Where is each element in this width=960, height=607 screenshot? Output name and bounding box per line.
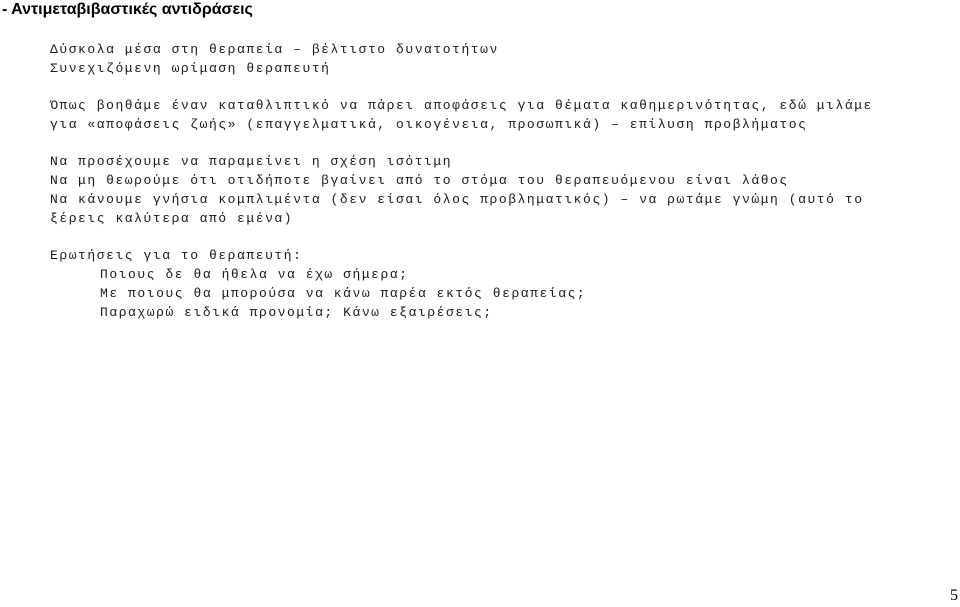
text-line: Να προσέχουμε να παραμείνει η σχέση ισότιμη — [50, 154, 453, 169]
text-line: ξέρεις καλύτερα από εμένα) — [50, 211, 294, 226]
questions-title: Ερωτήσεις για το θεραπευτή: — [50, 248, 303, 263]
text-line: Όπως βοηθάμε έναν καταθλιπτικό να πάρει αποφάσεις για θέματα καθημερινότητας, εδώ μιλάμε — [50, 98, 873, 113]
question-item: Παραχωρώ ειδικά προνομία; Κάνω εξαιρέσεις; — [100, 305, 493, 320]
paragraph-gap — [50, 78, 873, 96]
text-line: Να μη θεωρούμε ότι οτιδήποτε βγαίνει από το στόμα του θεραπευόμενου είναι λάθος — [50, 173, 789, 188]
text-line: Συνεχιζόμενη ωρίμαση θεραπευτή — [50, 61, 331, 76]
text-line: Δύσκολα μέσα στη θεραπεία – βέλτιστο δυνατοτήτων — [50, 42, 499, 57]
question-item: Με ποιους θα μπορούσα να κάνω παρέα εκτός θεραπείας; — [100, 286, 587, 301]
question-item: Ποιους δε θα ήθελα να έχω σήμερα; — [100, 267, 409, 282]
paragraph-gap — [50, 134, 873, 152]
text-line: Να κάνουμε γνήσια κομπλιμέντα (δεν είσαι όλος προβληματικός) – να ρωτάμε γνώμη (αυτό το — [50, 192, 864, 207]
paragraph-gap — [50, 228, 873, 246]
slide-heading: - Αντιμεταβιβαστικές αντιδράσεις — [2, 1, 253, 18]
text-line: για «αποφάσεις ζωής» (επαγγελματικά, οικογένεια, προσωπικά) – επίλυση προβλήματος — [50, 117, 808, 132]
slide-body — [50, 40, 873, 322]
page-number: 5 — [950, 587, 958, 604]
